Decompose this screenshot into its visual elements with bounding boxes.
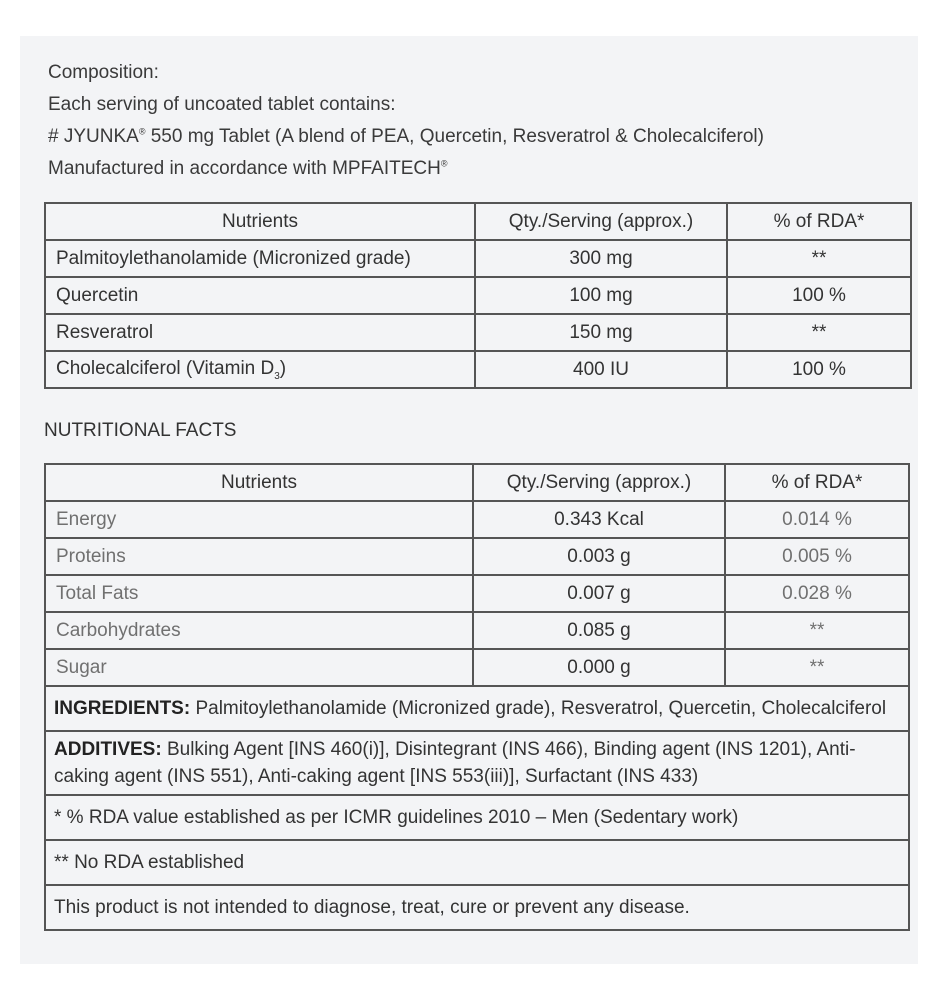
nutrient-cell: Palmitoylethanolamide (Micronized grade) xyxy=(45,240,475,277)
additives-label: ADDITIVES: xyxy=(54,739,162,760)
table-row xyxy=(45,501,909,538)
registered-mark: ® xyxy=(138,126,146,137)
nutritional-facts-title: NUTRITIONAL FACTS xyxy=(44,420,237,441)
rda-cell: 0.028 % xyxy=(725,575,909,612)
subscript: 3 xyxy=(274,370,280,382)
no-rda-note: ** No RDA established xyxy=(45,840,909,885)
rda-cell: ** xyxy=(725,612,909,649)
table-row xyxy=(45,277,911,314)
table-header-row xyxy=(45,203,911,240)
table-row xyxy=(45,351,911,388)
additives-cell xyxy=(45,731,909,795)
nutrient-cell: Energy xyxy=(45,501,473,538)
composition-product-line xyxy=(48,126,764,148)
table-header-row xyxy=(45,464,909,501)
rda-note-row xyxy=(45,795,909,840)
rda-cell: 0.005 % xyxy=(725,538,909,575)
qty-cell: 300 mg xyxy=(475,240,727,277)
ingredients-cell xyxy=(45,686,909,731)
nutritional-facts-table xyxy=(44,463,910,931)
header-rda: % of RDA* xyxy=(727,203,911,240)
nutrient-cell: Total Fats xyxy=(45,575,473,612)
composition-serving-line: Each serving of uncoated tablet contains: xyxy=(48,94,396,115)
disclaimer: This product is not intended to diagnose, treat, cure or prevent any disease. xyxy=(45,885,909,930)
rda-cell: 100 % xyxy=(727,277,911,314)
ingredients-label: INGREDIENTS: xyxy=(54,698,191,719)
product-name: # JYUNKA xyxy=(48,126,139,147)
rda-cell: ** xyxy=(725,649,909,686)
product-description: 550 mg Tablet (A blend of PEA, Quercetin, Resveratrol & Cholecalciferol) xyxy=(145,126,764,147)
header-nutrients: Nutrients xyxy=(45,464,473,501)
qty-cell: 400 IU xyxy=(475,351,727,388)
header-rda: % of RDA* xyxy=(725,464,909,501)
nutrient-cell: Resveratrol xyxy=(45,314,475,351)
table-row xyxy=(45,612,909,649)
ingredients-text: Palmitoylethanolamide (Micronized grade), Resveratrol, Quercetin, Cholecalciferol xyxy=(190,698,887,719)
qty-cell: 150 mg xyxy=(475,314,727,351)
nutrient-name-end: ) xyxy=(279,357,287,379)
nutrient-cell: Sugar xyxy=(45,649,473,686)
ingredients-row xyxy=(45,686,909,731)
additives-text: Bulking Agent [INS 460(i)], Disintegrant (INS 466), Binding agent (INS 1201), Anti-caking agent (INS 551), Anti-caking agent [INS 553(iii)], Surfactant (INS 433) xyxy=(54,739,856,787)
disclaimer-row xyxy=(45,885,909,930)
header-qty: Qty./Serving (approx.) xyxy=(475,203,727,240)
header-qty: Qty./Serving (approx.) xyxy=(473,464,725,501)
nutrient-cell xyxy=(45,351,475,388)
nutrient-cell: Carbohydrates xyxy=(45,612,473,649)
qty-cell: 0.085 g xyxy=(473,612,725,649)
composition-manufacture-line xyxy=(48,158,447,180)
qty-cell: 0.007 g xyxy=(473,575,725,612)
rda-cell: 0.014 % xyxy=(725,501,909,538)
rda-note: * % RDA value established as per ICMR guidelines 2010 – Men (Sedentary work) xyxy=(45,795,909,840)
table-row xyxy=(45,314,911,351)
qty-cell: 0.003 g xyxy=(473,538,725,575)
composition-table xyxy=(44,202,912,389)
nutrient-cell: Proteins xyxy=(45,538,473,575)
qty-cell: 0.343 Kcal xyxy=(473,501,725,538)
header-nutrients: Nutrients xyxy=(45,203,475,240)
no-rda-note-row xyxy=(45,840,909,885)
rda-cell: ** xyxy=(727,240,911,277)
nutrient-cell: Quercetin xyxy=(45,277,475,314)
table-row xyxy=(45,649,909,686)
registered-mark: ® xyxy=(440,158,448,169)
table-row xyxy=(45,538,909,575)
qty-cell: 0.000 g xyxy=(473,649,725,686)
nutrient-name: Cholecalciferol (Vitamin D xyxy=(56,357,275,379)
rda-cell: ** xyxy=(727,314,911,351)
composition-heading: Composition: xyxy=(48,62,159,83)
additives-row xyxy=(45,731,909,795)
rda-cell: 100 % xyxy=(727,351,911,388)
manufacture-text: Manufactured in accordance with MPFAITECH xyxy=(48,158,441,179)
qty-cell: 100 mg xyxy=(475,277,727,314)
table-row xyxy=(45,575,909,612)
table-row xyxy=(45,240,911,277)
